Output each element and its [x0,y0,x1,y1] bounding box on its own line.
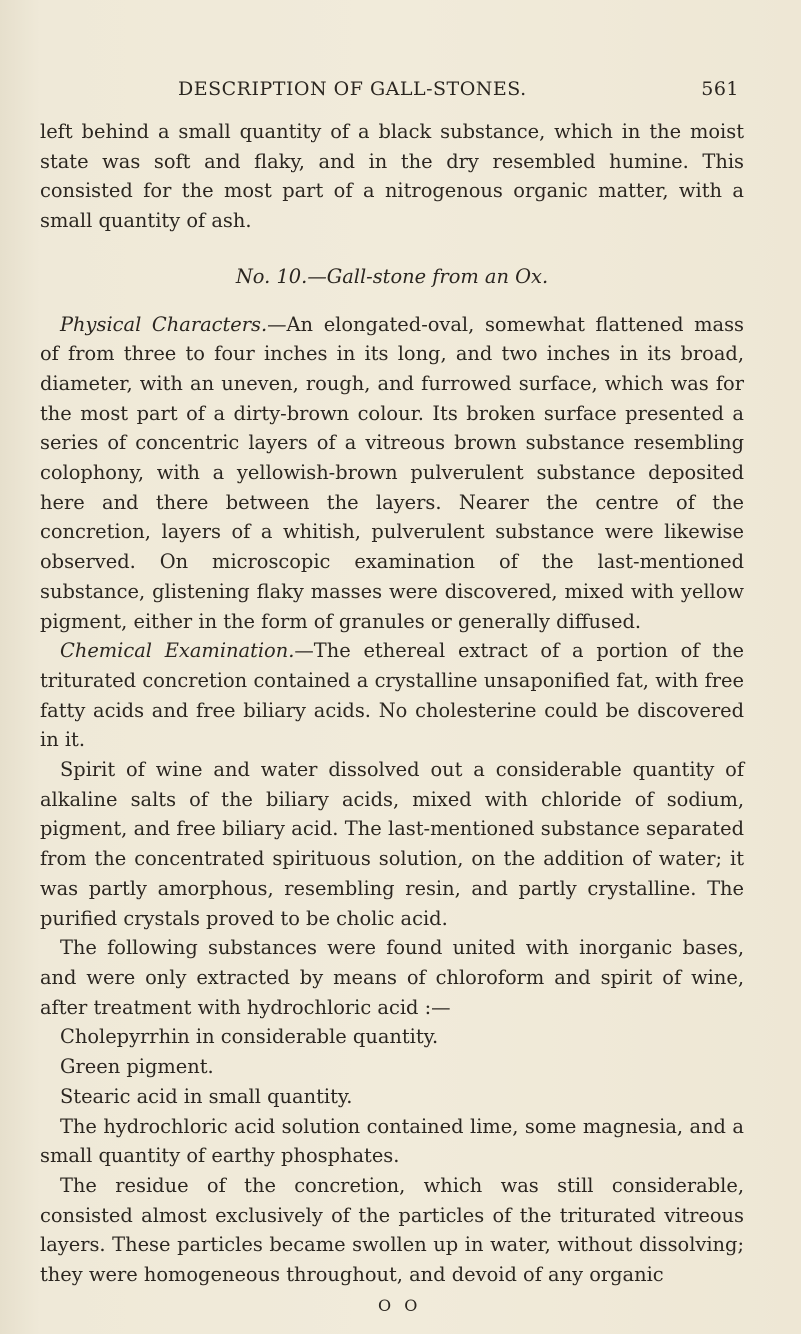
residue-paragraph: The residue of the concretion, which was still considerable, consisted almost exclusively of the particles of the triturated vitreous layers. These particles became swollen up in water, without dissolving; they were homogeneous throughout, and devoid of any organic [40,1173,744,1287]
continuation-paragraph: left behind a small quantity of a black substance, which in the moist state was soft and flaky, and in the dry resembled humine. This consisted for the most part of a nitrogenous organic matter, with a small quantity of ash. [40,120,744,233]
chemical-examination-paragraph [40,636,744,755]
list-item: Stearic acid in small quantity. [60,1084,353,1108]
page-header [0,78,801,106]
heading-number: No. 10. [235,264,308,288]
heading-title: —Gall-stone from an Ox. [307,264,549,288]
signature-mark [0,1296,801,1324]
signature-mark-text: O O [378,1296,422,1315]
running-title: DESCRIPTION OF GALL-STONES. [178,78,527,100]
chemical-examination-label: Chemical Examination. [60,639,295,663]
page-number: 561 [701,78,739,100]
physical-characters-paragraph [40,310,744,637]
following-paragraph: The following substances were found united with inorganic bases, and were only extracted by means of chloroform and spirit of wine, after treatment with hydrochloric acid :— [40,936,744,1019]
page-body [40,117,744,1290]
hydrochloric-paragraph: The hydrochloric acid solution contained lime, some magnesia, and a small quantity of earthy phosphates. [40,1114,744,1168]
spirit-paragraph: Spirit of wine and water dissolved out a considerable quantity of alkaline salts of the biliary acids, mixed with chloride of sodium, pigment, and free biliary acid. The last-mentioned substance separated from the concentrated spirituous solution, on the addition of water; it was partly amorphous, resembling resin, and partly crystalline. The purified crystals proved to be cholic acid. [40,758,744,930]
physical-characters-label: Physical Characters. [60,312,268,336]
list-item: Cholepyrrhin in considerable quantity. [60,1025,439,1049]
physical-characters-text: —An elongated-oval, somewhat flattened mass of from three to four inches in its long, and two inches in its broad, diameter, with an uneven, rough, and furrowed surface, which was for the most part of a dirty-brown colour. Its broken surface presented a series of concentric layers of a vitreous brown substance resembling colophony, with a yellowish-brown pulverulent substance deposited here and there between the layers. Nearer the centre of the concretion, layers of a whitish, pulverulent substance were likewise observed. On microscopic examination of the last-mentioned substance, glistening flaky masses were discovered, mixed with yellow pigment, either in the form of granules or generally diffused. [40,312,744,633]
chemical-examination-text: —The ethereal extract of a portion of the triturated concretion contained a crystalline unsaponified fat, with free fatty acids and free biliary acids. No cholesterine could be discovered in it. [40,639,744,752]
list-item: Green pigment. [60,1055,214,1079]
section-heading [40,262,744,292]
